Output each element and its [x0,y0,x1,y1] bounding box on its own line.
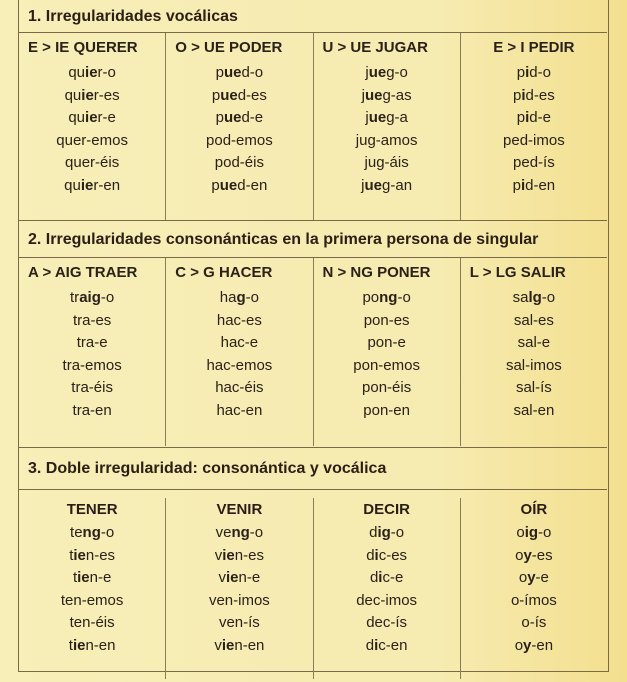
verb-column [19,498,166,679]
irregular-part: ie [80,176,94,194]
column-header: VENIR [216,501,263,518]
irregular-part: i [374,546,379,564]
conjugation-form [19,522,165,545]
conjugation-form [314,612,460,635]
regular-part: p [512,176,521,194]
conjugation-form [314,287,460,310]
conjugation-form [314,130,460,153]
regular-part: hac-en [216,401,263,419]
regular-part: pon-e [367,334,406,351]
regular-part: quer-emos [56,131,128,149]
irregular-part: i [374,636,379,654]
irregular-part: i [378,569,383,586]
irregular-part: ue [364,86,383,104]
section-title: 1. Irregularidades vocálicas [19,0,607,33]
conjugation-form [19,400,165,423]
irregular-part: ng [379,289,398,306]
conjugation-form [19,332,165,355]
regular-part: o [518,569,528,586]
conjugation-form [314,545,460,568]
irregular-part: ie [72,636,86,654]
conjugation-form [19,590,165,613]
regular-part: ven-ís [218,614,260,631]
conjugation-form [19,377,165,400]
irregular-part: ue [364,176,383,194]
regular-part: ten-emos [60,591,124,609]
irregular-part: ng [231,524,250,541]
section-vowel-irregularities [19,0,607,220]
conjugation-form [166,355,312,378]
irregular-part: ie [226,569,239,586]
conjugation-form [19,107,165,130]
regular-part: -o [245,289,259,306]
column-header: E > IE QUERER [28,39,138,56]
irregular-part: ie [81,86,94,104]
conjugation-form [314,522,460,545]
regular-part: -o [100,289,115,306]
regular-part: qu [64,176,81,194]
conjugation-form [314,107,460,130]
regular-part: p [215,109,224,126]
regular-part: tra-en [72,401,112,419]
verb-column [166,498,313,679]
conjugation-form [461,62,607,85]
regular-part: t [69,546,74,564]
regular-part: qu [68,109,86,126]
verb-column [461,498,607,679]
verb-column [314,33,461,220]
conjugation-form [166,522,312,545]
regular-part: o [516,524,525,541]
regular-part: v [214,636,222,654]
conjugation-form [461,332,607,355]
irregular-part: ue [223,109,242,126]
conjugation-form [314,85,460,108]
conjugation-form [19,310,165,333]
irregular-part: y [523,546,532,564]
regular-part: hac-e [220,334,259,351]
regular-part: n-es [85,546,116,564]
regular-part: qu [64,86,82,104]
conjugation-form [19,567,165,590]
regular-part: qu [68,64,86,81]
conjugation-form [314,635,460,658]
verb-column [314,258,461,446]
conjugation-form [166,590,312,613]
regular-part: -o [249,524,264,541]
irregular-part: y [527,569,536,586]
conjugation-form [314,355,460,378]
regular-part: r-es [93,86,120,104]
regular-part: quer-éis [65,154,120,171]
regular-part: jug-áis [364,154,409,171]
regular-part: d [369,569,379,586]
section-consonant-irregularities [19,221,607,446]
conjugation-form [19,85,165,108]
irregular-part: i [520,176,526,194]
irregular-part: g [236,289,246,306]
conjugation-form [314,332,460,355]
regular-part: sa [512,289,529,306]
conjugation-form [461,107,607,130]
conjugation-form [19,287,165,310]
conjugation-form [461,522,607,545]
conjugation-form [166,612,312,635]
column-header: O > UE PODER [175,39,283,56]
regular-part: p [516,109,526,126]
regular-part: hac-emos [206,356,273,374]
conjugation-form [314,62,460,85]
regular-part: v [218,569,227,586]
conjugation-form [19,152,165,175]
irregular-part: ue [220,86,238,104]
regular-part: g-o [386,64,408,81]
regular-part: sal-e [517,334,551,351]
regular-part: p [215,64,224,81]
column-header: DECIR [363,501,410,518]
regular-part: j [361,176,365,194]
regular-part: d [365,636,375,654]
conjugation-form [166,85,312,108]
regular-part: ven-imos [208,591,270,609]
regular-part: p [516,64,526,81]
conjugation-form [166,545,312,568]
regular-part: t [68,636,73,654]
regular-part: d-es [525,86,555,104]
conjugation-form [19,355,165,378]
regular-part: c-en [378,636,408,654]
conjugation-form [314,152,460,175]
verb-column [19,33,166,220]
regular-part: dec-ís [366,614,408,631]
column-header: TENER [66,501,118,518]
regular-part: o [514,636,524,654]
regular-part: c-es [378,546,408,564]
regular-part: ped-imos [503,131,565,149]
regular-part: ten-éis [69,614,115,631]
regular-part: -e [535,569,549,586]
conjugation-form [19,62,165,85]
regular-part: n-e [238,569,261,586]
regular-part: g-an [382,176,413,194]
regular-part: r-en [93,176,121,194]
regular-part: d-o [241,64,264,81]
conjugation-form [461,400,607,423]
irregular-part: ng [82,524,101,541]
irregular-part: ue [223,64,242,81]
regular-part: -en [531,636,554,654]
conjugation-form [314,590,460,613]
regular-part: ve [215,524,232,541]
irregular-part: ie [85,109,98,126]
conjugation-form [461,85,607,108]
irregular-part: ue [368,64,387,81]
verb-column [166,33,313,220]
conjugation-form [166,310,312,333]
conjugation-form [461,287,607,310]
regular-part: p [211,176,220,194]
regular-part: sal-ís [515,379,552,396]
conjugation-form [461,635,607,658]
conjugation-form [166,377,312,400]
regular-part: jug-amos [355,131,418,149]
regular-part: te [70,524,83,541]
regular-part: o-ís [521,614,547,631]
regular-part: v [214,546,223,564]
section-title: 3. Doble irregularidad: consonántica y vocálica [19,448,607,490]
regular-part: pon-emos [353,356,420,374]
regular-part: j [365,109,369,126]
irregular-part: y [523,636,532,654]
irregular-part: ie [73,546,86,564]
regular-part: hac-es [216,311,262,329]
verb-column [461,258,607,446]
regular-part: g-a [386,109,408,126]
conjugation-form [19,130,165,153]
regular-part: po [362,289,380,306]
regular-part: g-as [382,86,412,104]
irregular-part: aig [79,289,101,306]
conjugation-form [314,400,460,423]
regular-part: sal-es [513,311,554,329]
regular-part: sal-imos [505,356,562,374]
irregular-part: ue [219,176,238,194]
conjugation-form [461,175,607,198]
conjugation-form [461,310,607,333]
conjugation-form [166,130,312,153]
irregular-part: i [525,109,530,126]
column-header: C > G HACER [175,264,273,281]
section-title: 2. Irregularidades consonánticas en la primera persona de singular [19,221,607,258]
irregular-part: i [525,64,530,81]
regular-part: o [515,546,524,564]
regular-part: tra-e [76,334,108,351]
regular-part: -o [541,289,556,306]
column-header: U > UE JUGAR [322,39,428,56]
regular-part: -o [538,524,552,541]
section-columns [19,258,607,446]
irregular-part: i [521,86,526,104]
regular-part: p [513,86,522,104]
regular-part: t [72,569,78,586]
conjugation-form [19,545,165,568]
conjugation-form [19,612,165,635]
regular-part: d [369,524,378,541]
conjugation-form [166,400,312,423]
regular-part: pod-éis [214,154,264,171]
section-double-irregularity [19,448,607,679]
irregular-part: g [381,524,391,541]
conjugation-form [461,377,607,400]
regular-part: d-e [241,109,264,126]
verb-column [461,33,607,220]
regular-part: pon-en [363,401,410,419]
conjugation-form [166,107,312,130]
conjugation-table [18,0,609,672]
regular-part: d-o [529,64,551,81]
section-columns [19,490,607,679]
regular-part: r-e [97,109,116,126]
conjugation-form [314,377,460,400]
verb-column [166,258,313,446]
conjugation-form [461,590,607,613]
regular-part: ped-ís [513,154,555,171]
conjugation-form [314,567,460,590]
irregular-part: ie [221,636,235,654]
regular-part: r-o [97,64,116,81]
column-header: N > NG PONER [322,264,431,281]
column-header: OÍR [520,501,548,518]
regular-part: hac-éis [215,379,264,396]
regular-part: ha [219,289,237,306]
regular-part: dec-imos [356,591,418,609]
regular-part: -o [390,524,405,541]
regular-part: n-e [89,569,112,586]
regular-part: sal-en [513,401,555,419]
regular-part: tr [70,289,80,306]
irregular-part: i [377,524,382,541]
irregular-part: ue [368,109,387,126]
irregular-part: ig [524,524,539,541]
regular-part: n-en [85,636,116,654]
irregular-part: lg [528,289,542,306]
conjugation-form [461,152,607,175]
conjugation-form [461,355,607,378]
regular-part: tra-emos [62,356,122,374]
conjugation-form [461,545,607,568]
regular-part: d [366,546,375,564]
regular-part: -o [397,289,411,306]
regular-part: pon-es [363,311,410,329]
regular-part: n-es [234,546,264,564]
conjugation-form [166,635,312,658]
column-header: A > AIG TRAER [28,264,138,281]
conjugation-form [19,635,165,658]
irregular-part: ie [222,546,235,564]
regular-part: tra-es [72,311,112,329]
conjugation-form [461,567,607,590]
verb-column [314,498,461,679]
regular-part: d-en [525,176,556,194]
irregular-part: ie [85,64,98,81]
conjugation-form [314,310,460,333]
regular-part: n-en [234,636,265,654]
verb-column [19,258,166,446]
conjugation-form [461,612,607,635]
conjugation-form [314,175,460,198]
regular-part: -es [531,546,553,564]
column-header: E > I PEDIR [493,39,575,56]
regular-part: p [211,86,221,104]
regular-part: j [365,64,369,81]
regular-part: tra-éis [71,379,113,396]
conjugation-form [166,332,312,355]
regular-part: d-e [529,109,551,126]
regular-part: d-en [237,176,268,194]
regular-part: j [361,86,365,104]
column-header: L > LG SALIR [469,264,566,281]
regular-part: c-e [382,569,404,586]
conjugation-form [166,152,312,175]
conjugation-form [166,62,312,85]
regular-part: d-es [237,86,267,104]
conjugation-form [19,175,165,198]
conjugation-form [166,175,312,198]
regular-part: pod-emos [206,131,273,149]
conjugation-form [461,130,607,153]
conjugation-form [166,287,312,310]
regular-part: pon-éis [362,379,412,396]
regular-part: -o [100,524,115,541]
section-columns [19,33,607,220]
conjugation-form [166,567,312,590]
regular-part: o-ímos [510,591,557,609]
irregular-part: ie [77,569,90,586]
